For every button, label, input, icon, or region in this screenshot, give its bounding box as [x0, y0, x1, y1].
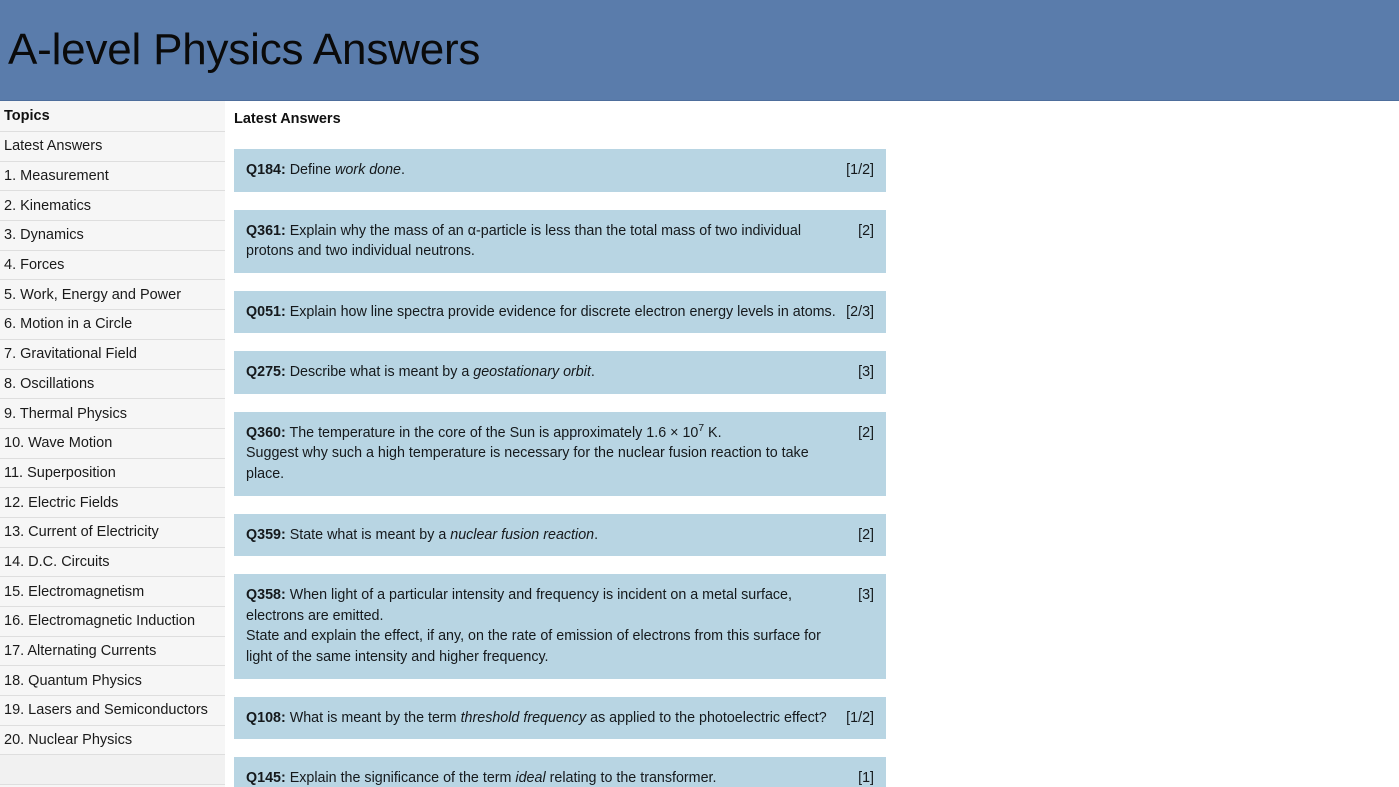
- sidebar-item-label: 17. Alternating Currents: [4, 643, 157, 660]
- sidebar-item-17-alternating-currents[interactable]: [0, 637, 225, 667]
- answer-question-text: Q145: Explain the significance of the term ideal relating to the transformer.: [246, 770, 717, 787]
- sidebar-item-label: 7. Gravitational Field: [4, 346, 137, 363]
- sidebar-item-15-electromagnetism[interactable]: [0, 577, 225, 607]
- answer-question-text: Q361: Explain why the mass of an α-particle is less than the total mass of two individual protons and two individual neutrons.: [246, 222, 802, 260]
- answer-card[interactable]: [234, 149, 886, 192]
- answer-card[interactable]: [234, 291, 886, 334]
- sidebar-item-label: 19. Lasers and Semiconductors: [4, 702, 208, 719]
- sidebar-item-11-superposition[interactable]: [0, 459, 225, 489]
- sidebar-item-13-current-of-electricity[interactable]: [0, 518, 225, 548]
- sidebar-item-label: 20. Nuclear Physics: [4, 732, 133, 749]
- sidebar-item-2-kinematics[interactable]: [0, 191, 225, 221]
- site-header: [0, 0, 1399, 101]
- answer-marks-badge: [2]: [858, 222, 874, 239]
- answer-marks-badge: [3]: [858, 587, 874, 604]
- sidebar-item-18-quantum-physics[interactable]: [0, 666, 225, 696]
- answer-card[interactable]: [234, 697, 886, 740]
- page-title: A-level Physics Answers: [8, 25, 481, 74]
- sidebar-item-9-thermal-physics[interactable]: [0, 399, 225, 429]
- answer-card[interactable]: [234, 412, 886, 496]
- answer-question-text: Q051: Explain how line spectra provide evidence for discrete electron energy levels in atoms.: [246, 303, 836, 320]
- answer-marks-badge: [1]: [858, 770, 874, 787]
- sidebar-item-label: 10. Wave Motion: [4, 435, 113, 452]
- sidebar-item-label: 6. Motion in a Circle: [4, 316, 133, 333]
- answer-marks-badge: [3]: [858, 364, 874, 381]
- sidebar-item-label: 1. Measurement: [4, 168, 109, 185]
- question-id: Q108:: [246, 709, 286, 726]
- sidebar-item-label: 14. D.C. Circuits: [4, 553, 110, 570]
- sidebar-item-label: 13. Current of Electricity: [4, 524, 159, 541]
- sidebar-item-7-gravitational-field[interactable]: [0, 340, 225, 370]
- sidebar-item-list: [0, 132, 225, 755]
- sidebar-item-label: 11. Superposition: [4, 464, 116, 481]
- answer-card[interactable]: [234, 514, 886, 557]
- answer-question-text: Q275: Describe what is meant by a geostationary orbit.: [246, 364, 595, 381]
- main-content: [226, 101, 1399, 787]
- question-id: Q145:: [246, 770, 286, 787]
- sidebar-item-label: 8. Oscillations: [4, 375, 95, 392]
- answer-question-text: Q360: The temperature in the core of the Sun is approximately $1.6 \times 10^7$ K. Suggest why such a high temperature is necessary for the nuclear fusion reaction to take place.: [246, 423, 809, 483]
- answer-marks-badge: [2]: [858, 424, 874, 441]
- sidebar-item-label: 4. Forces: [4, 257, 65, 274]
- question-id: Q361:: [246, 222, 286, 239]
- sidebar-item-label: 9. Thermal Physics: [4, 405, 128, 422]
- answer-marks-badge: [1/2]: [846, 709, 874, 726]
- sidebar-item-5-work-energy-and-power[interactable]: [0, 280, 225, 310]
- question-id: Q358:: [246, 587, 286, 604]
- sidebar-item-14-d-c-circuits[interactable]: [0, 548, 225, 578]
- sidebar-item-4-forces[interactable]: [0, 251, 225, 281]
- answer-card[interactable]: [234, 210, 886, 273]
- question-id: Q275:: [246, 364, 286, 381]
- question-id: Q184:: [246, 162, 286, 178]
- sidebar-item-label: 18. Quantum Physics: [4, 672, 142, 689]
- sidebar-item-16-electromagnetic-induction[interactable]: [0, 607, 225, 637]
- sidebar-item-label: 5. Work, Energy and Power: [4, 286, 182, 303]
- sidebar-item-19-lasers-and-semiconductors[interactable]: [0, 696, 225, 726]
- answer-question-text: Q184: Define work done.: [246, 162, 405, 178]
- main-heading: Latest Answers: [234, 111, 341, 127]
- answer-question-text: Q359: State what is meant by a nuclear fusion reaction.: [246, 526, 599, 543]
- answer-marks-badge: [1/2]: [846, 162, 874, 178]
- answer-question-text: Q108: What is meant by the term threshold frequency as applied to the photoelectric effect?: [246, 709, 827, 726]
- sidebar-item-label: 3. Dynamics: [4, 227, 84, 244]
- question-id: Q360:: [246, 424, 286, 441]
- question-id: Q051:: [246, 303, 286, 320]
- sidebar-item-12-electric-fields[interactable]: [0, 488, 225, 518]
- sidebar-item-20-nuclear-physics[interactable]: [0, 726, 225, 756]
- sidebar-item-1-measurement[interactable]: [0, 162, 225, 192]
- answers-list: [234, 149, 886, 787]
- sidebar-item-label: 12. Electric Fields: [4, 494, 119, 511]
- page-body: [0, 101, 1399, 787]
- answer-question-text: Q358: When light of a particular intensity and frequency is incident on a metal surface, electrons are emitted. State and explain the effect, if any, on the rate of emission of electrons from this surface for light of the same intensity and higher frequency.: [246, 587, 821, 665]
- answer-card[interactable]: [234, 574, 886, 678]
- sidebar-item-3-dynamics[interactable]: [0, 221, 225, 251]
- answer-card[interactable]: [234, 757, 886, 787]
- answer-card[interactable]: [234, 351, 886, 394]
- sidebar-item-10-wave-motion[interactable]: [0, 429, 225, 459]
- sidebar-heading: Topics: [0, 101, 225, 132]
- sidebar-item-label: 2. Kinematics: [4, 197, 92, 214]
- topics-sidebar: [0, 101, 226, 787]
- answer-marks-badge: [2]: [858, 526, 874, 543]
- answer-marks-badge: [2/3]: [846, 303, 874, 320]
- sidebar-item-latest-answers[interactable]: [0, 132, 225, 162]
- sidebar-item-label: 16. Electromagnetic Induction: [4, 613, 196, 630]
- sidebar-item-6-motion-in-a-circle[interactable]: [0, 310, 225, 340]
- sidebar-empty-row: [0, 755, 225, 785]
- sidebar-item-label: 15. Electromagnetism: [4, 583, 145, 600]
- sidebar-item-label: Latest Answers: [4, 138, 103, 155]
- sidebar-item-8-oscillations[interactable]: [0, 370, 225, 400]
- question-id: Q359:: [246, 526, 286, 543]
